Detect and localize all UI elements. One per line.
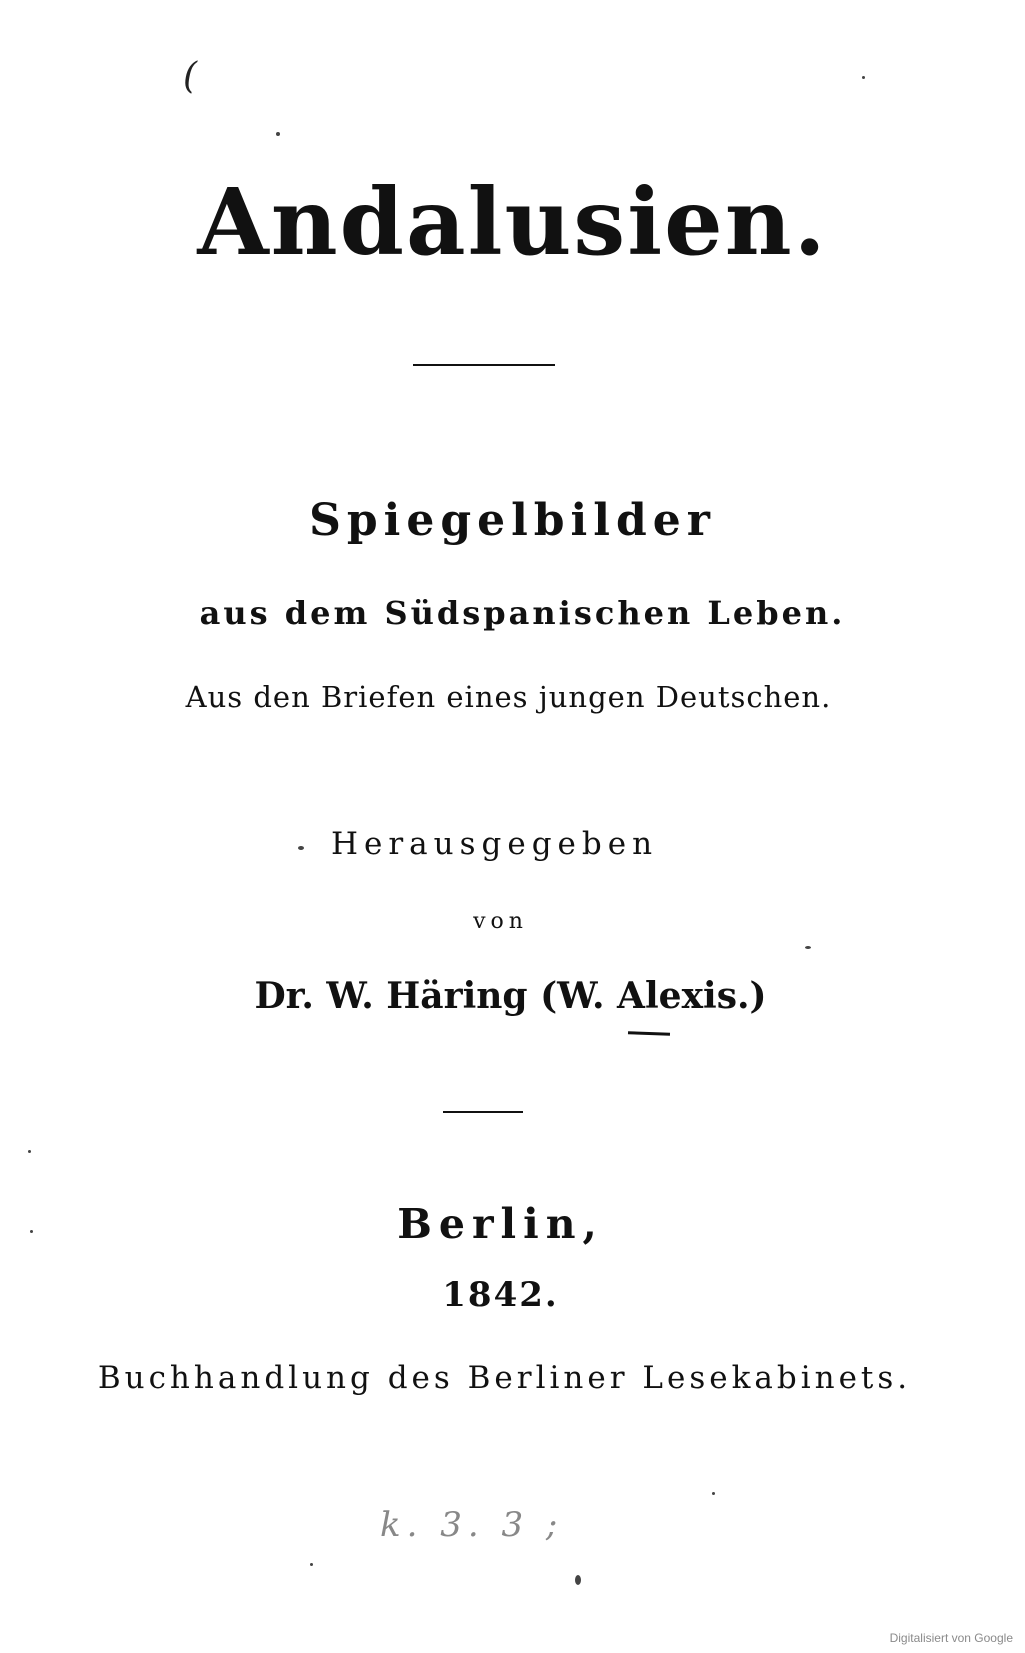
subtitle: Spiegelbilder (309, 495, 716, 546)
subtitle-line-2: aus dem Südspanischen Leben. (199, 594, 846, 632)
ink-speck (298, 846, 304, 850)
book-title: Andalusien. (197, 168, 828, 276)
ink-speck (310, 1563, 313, 1566)
pencil-underline (628, 1031, 670, 1035)
digitization-watermark: Digitalisiert von Google (889, 1631, 1013, 1645)
ink-speck (575, 1575, 581, 1585)
ink-speck (30, 1230, 33, 1233)
author-line: Dr. W. Häring (W. Alexis.) (254, 975, 767, 1017)
author-rule (443, 1111, 523, 1113)
title-rule (413, 364, 555, 366)
ink-speck (28, 1150, 31, 1153)
ink-speck (862, 76, 865, 79)
handwritten-mark: ( (183, 56, 198, 97)
publication-place: Berlin, (397, 1200, 604, 1248)
publication-year: 1842. (442, 1275, 559, 1315)
publisher-line: Buchhandlung des Berliner Lesekabinets. (97, 1360, 912, 1396)
editor-label: Herausgegeben (330, 826, 659, 862)
handwritten-shelfmark: k. 3. 3 ; (380, 1505, 564, 1545)
by-label: von (473, 909, 528, 934)
ink-speck (805, 946, 811, 949)
ink-speck (712, 1492, 715, 1495)
ink-speck (276, 132, 280, 136)
subtitle-line-3: Aus den Briefen eines jungen Deutschen. (185, 680, 832, 714)
